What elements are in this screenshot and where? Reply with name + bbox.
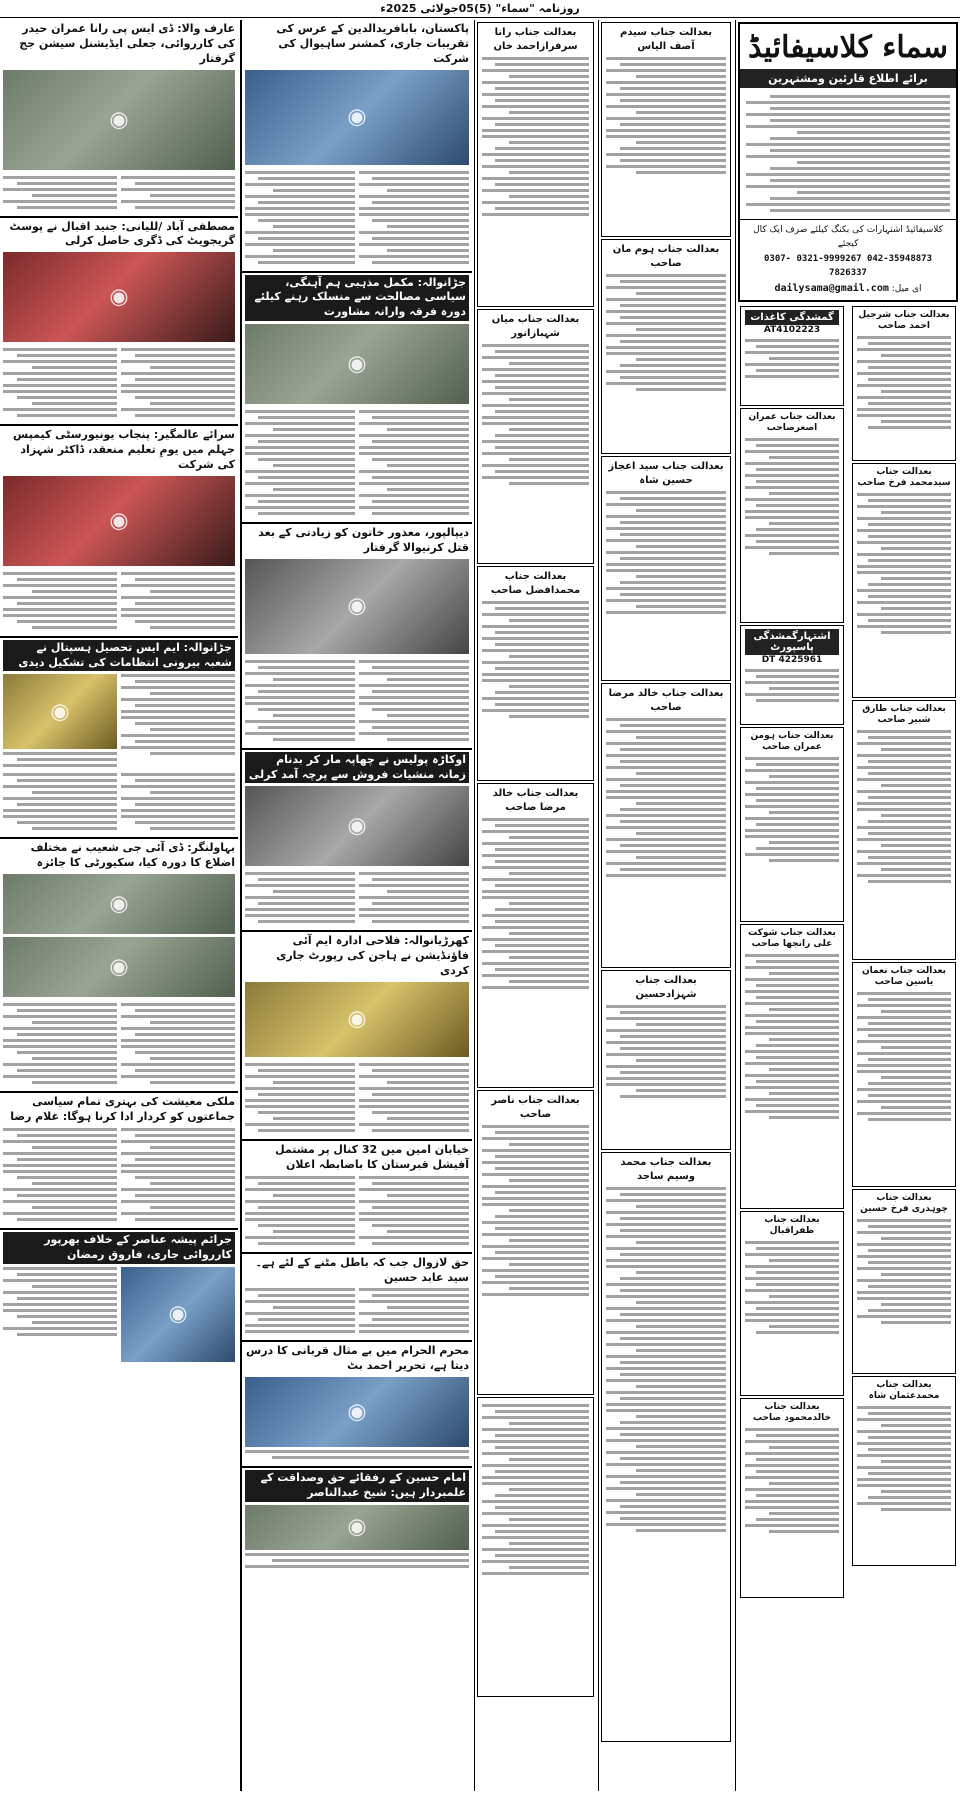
story-headline: حق لازوال جب کہ باطل مٹنے کے لئے ہے۔ سید عابد حسین bbox=[255, 1255, 469, 1284]
news-story bbox=[0, 1230, 238, 1369]
camera-icon: ◉ bbox=[347, 1006, 367, 1032]
classified-column bbox=[735, 20, 960, 1791]
lost-passport-box bbox=[740, 625, 844, 725]
lost-documents-box bbox=[740, 306, 844, 406]
court-notice bbox=[477, 1090, 594, 1395]
news-column-b bbox=[0, 20, 238, 1791]
story-headline: خیابان امین میں 32 کنال پر مشتمل آفیشل قبرستان کا باضابطہ اعلان bbox=[275, 1142, 469, 1171]
camera-icon: ◉ bbox=[347, 104, 367, 130]
news-story bbox=[242, 1141, 472, 1254]
story-headline: سرائے عالمگیر: پنجاب یونیورسٹی کیمپس جہلم میں یومِ تعلیم منعقد، ڈاکٹر شہزاد کی شرکت bbox=[13, 428, 235, 471]
story-photo bbox=[245, 982, 469, 1057]
court-title: بعدالت جناب محمدعثمان شاہ bbox=[868, 1379, 940, 1402]
news-story bbox=[242, 20, 472, 273]
court-notice bbox=[601, 683, 731, 968]
camera-icon: ◉ bbox=[168, 1301, 188, 1327]
news-story bbox=[242, 750, 472, 933]
news-story bbox=[0, 638, 238, 840]
court-title: بعدالت جناب خالد مرضا صاحب bbox=[492, 788, 579, 813]
email-label: ای میل: bbox=[891, 283, 922, 294]
court-title: بعدالت جناب میاں شہبازانور bbox=[491, 314, 580, 339]
court-notice bbox=[852, 962, 956, 1187]
story-photo bbox=[245, 70, 469, 165]
camera-icon: ◉ bbox=[347, 1514, 367, 1540]
court-title: بعدالت جناب رانا سرفرازاحمد خان bbox=[493, 27, 578, 52]
newspaper-masthead bbox=[0, 0, 960, 18]
court-notice bbox=[601, 1152, 731, 1742]
court-title: بعدالت جناب شوکت علی رانجھا صاحب bbox=[748, 927, 836, 950]
court-notice bbox=[852, 306, 956, 461]
camera-icon: ◉ bbox=[109, 954, 129, 980]
story-photo bbox=[3, 674, 117, 749]
news-story bbox=[0, 839, 238, 1093]
story-headline: جرائم پیشہ عناصر کے خلاف بھرپور کارروائی جاری، فاروق رمضان bbox=[3, 1232, 235, 1264]
contact-email: dailysama@gmail.com bbox=[774, 282, 889, 294]
classified-notice bbox=[740, 88, 956, 219]
story-photo bbox=[245, 1377, 469, 1447]
court-notice bbox=[477, 309, 594, 564]
court-notice-continued bbox=[477, 1397, 594, 1697]
news-story bbox=[242, 1254, 472, 1343]
camera-icon: ◉ bbox=[50, 699, 70, 725]
lost-item: AT4102223 bbox=[763, 324, 821, 335]
court-notices-column-b bbox=[474, 20, 596, 1791]
news-story bbox=[242, 1468, 472, 1575]
court-notice bbox=[740, 1211, 844, 1396]
story-headline: مصطفی آباد /للیانی: جنید اقبال نے پوسٹ گریجویٹ کی ڈگری حاصل کرلی bbox=[9, 219, 235, 248]
classified-banner bbox=[738, 22, 958, 302]
story-photo bbox=[3, 252, 235, 342]
story-photo bbox=[3, 70, 235, 170]
news-story bbox=[242, 1342, 472, 1468]
story-photo bbox=[245, 324, 469, 404]
court-notice bbox=[601, 22, 731, 237]
court-notice bbox=[477, 566, 594, 781]
camera-icon: ◉ bbox=[347, 1399, 367, 1425]
story-photo bbox=[245, 786, 469, 866]
lost-title: گمشدگی کاغذات bbox=[745, 310, 839, 325]
story-photo bbox=[245, 1505, 469, 1550]
classified-brand: سماء کلاسیفائیڈ bbox=[747, 30, 948, 65]
court-title: بعدالت جناب ناصر صاحب bbox=[491, 1095, 580, 1120]
story-photo bbox=[3, 937, 235, 997]
camera-icon: ◉ bbox=[109, 508, 129, 534]
contact-phones: 042-35948873 0321-9999267 0307-7826337 bbox=[764, 253, 932, 279]
court-title: بعدالت جناب ہومن عمران صاحب bbox=[750, 730, 834, 753]
story-headline: اوکاڑہ پولیس نے چھاپہ مار کر بدنام زمانہ منشیات فروش سے پرچہ آمد کرلی bbox=[245, 752, 469, 784]
court-title: بعدالت جناب محمدافضل صاحب bbox=[490, 571, 581, 596]
camera-icon: ◉ bbox=[347, 813, 367, 839]
story-photo bbox=[121, 1267, 235, 1362]
news-story bbox=[242, 273, 472, 525]
news-story bbox=[0, 1093, 238, 1230]
court-title: بعدالت جناب سیدم آصف الیاس bbox=[619, 27, 713, 52]
court-notice bbox=[740, 924, 844, 1209]
camera-icon: ◉ bbox=[347, 351, 367, 377]
court-title: بعدالت جناب عمران اصغرصاحب bbox=[748, 411, 836, 434]
camera-icon: ◉ bbox=[347, 593, 367, 619]
classified-contact bbox=[740, 219, 956, 300]
news-story bbox=[0, 20, 238, 218]
court-notice bbox=[852, 700, 956, 960]
court-title: بعدالت جناب خالدمحمود صاحب bbox=[752, 1401, 832, 1424]
court-title: بعدالت جناب محمد وسیم ساجد bbox=[620, 1157, 712, 1182]
court-title: بعدالت جناب ظفراقبال bbox=[764, 1214, 820, 1237]
court-notice bbox=[601, 239, 731, 454]
camera-icon: ◉ bbox=[109, 107, 129, 133]
story-photo bbox=[245, 559, 469, 654]
story-headline: پاکستان، بابافریدالدین کے عرس کی تقریبات جاری، کمشنر ساہیوال کی شرکت bbox=[276, 22, 469, 65]
court-notice bbox=[477, 22, 594, 307]
contact-label: کلاسیفائیڈ اشتہارات کی بکنگ کیلئے صرف ایک کال کیجئے bbox=[753, 225, 943, 250]
court-title: بعدالت جناب طارق شبیر صاحب bbox=[862, 703, 946, 726]
court-notice bbox=[477, 783, 594, 1088]
masthead-date: روزنامہ "سماء" (5)05جولائی 2025ء bbox=[380, 2, 580, 15]
story-headline: بہاولنگر: ڈی آئی جی شعیب نے مختلف اضلاع کا دورہ کیا، سکیورٹی کا جائزہ bbox=[30, 841, 235, 870]
news-story bbox=[0, 218, 238, 427]
court-title: بعدالت جناب نعمان یاسین صاحب bbox=[861, 965, 947, 988]
court-notices-column-a bbox=[598, 20, 733, 1791]
court-title: بعدالت جناب شہزادحسین bbox=[635, 975, 697, 1000]
news-story bbox=[0, 426, 238, 638]
court-notice bbox=[740, 1398, 844, 1598]
camera-icon: ◉ bbox=[109, 284, 129, 310]
story-headline: امام حسین کے رفقائے حق وصداقت کے علمبردار ہیں: شیخ عبدالناصر bbox=[245, 1470, 469, 1502]
story-headline: محرم الحرام میں بے مثال قربانی کا درس دیتا ہے، تحریر احمد بٹ bbox=[246, 1344, 469, 1373]
court-notice bbox=[852, 463, 956, 698]
camera-icon: ◉ bbox=[109, 891, 129, 917]
lost-passport-item: DT 4225961 bbox=[761, 654, 823, 665]
court-title: بعدالت جناب چوہدری فرخ حسین bbox=[860, 1192, 948, 1215]
court-notice bbox=[852, 1189, 956, 1374]
story-photo bbox=[3, 476, 235, 566]
story-headline: کھرڑیانوالہ: فلاحی ادارہ ایم آئی فاؤنڈیشن نے ہاجن کی رپورٹ جاری کردی bbox=[276, 934, 469, 978]
story-headline: ملکی معیشت کی بہتری تمام سیاسی جماعتوں کو کردار ادا کرنا ہوگا: غلام رضا bbox=[10, 1095, 235, 1123]
court-title: بعدالت جناب ہوم مان صاحب bbox=[612, 244, 720, 269]
court-notice bbox=[740, 727, 844, 922]
story-headline: دیپالپور، معذور خاتون کو زیادتی کے بعد قتل کرنیوالا گرفتار bbox=[258, 526, 469, 554]
court-notice bbox=[740, 408, 844, 623]
news-story bbox=[242, 932, 472, 1141]
court-notice bbox=[601, 970, 731, 1150]
court-title: بعدالت جناب سیدمحمد فرخ صاحب bbox=[857, 466, 951, 489]
story-headline: جڑانوالہ: ایم ایس تحصیل ہسپتال نے شعبہ بیرونی انتظامات کی تشکیل دیدی bbox=[3, 640, 235, 672]
court-notice bbox=[852, 1376, 956, 1566]
court-title: بعدالت جناب خالد مرضا صاحب bbox=[608, 688, 724, 713]
story-photo bbox=[3, 874, 235, 934]
story-headline: عارف والا: ڈی ایس پی رانا عمران حیدر کی کارروائی، جعلی ایڈیشنل سیشن جج گرفتار bbox=[19, 22, 235, 65]
court-title: بعدالت جناب شرجیل احمد صاحب bbox=[858, 309, 950, 332]
news-column-a bbox=[240, 20, 472, 1791]
story-headline: جڑانوالہ: مکمل مذہبی ہم آہنگی، سیاسی مصالحت سے منسلک رہنے کیلئے دورہ فرقہ وارانہ مشاورت bbox=[245, 275, 469, 322]
news-story bbox=[242, 524, 472, 750]
court-title: بعدالت جناب سید اعجاز حسین شاہ bbox=[608, 461, 724, 486]
classified-band: برائے اطلاع قارئین ومشتہرین bbox=[740, 69, 956, 88]
lost-passport-title: اشتہارگمشدگی پاسپورٹ bbox=[745, 629, 839, 655]
court-notice bbox=[601, 456, 731, 681]
